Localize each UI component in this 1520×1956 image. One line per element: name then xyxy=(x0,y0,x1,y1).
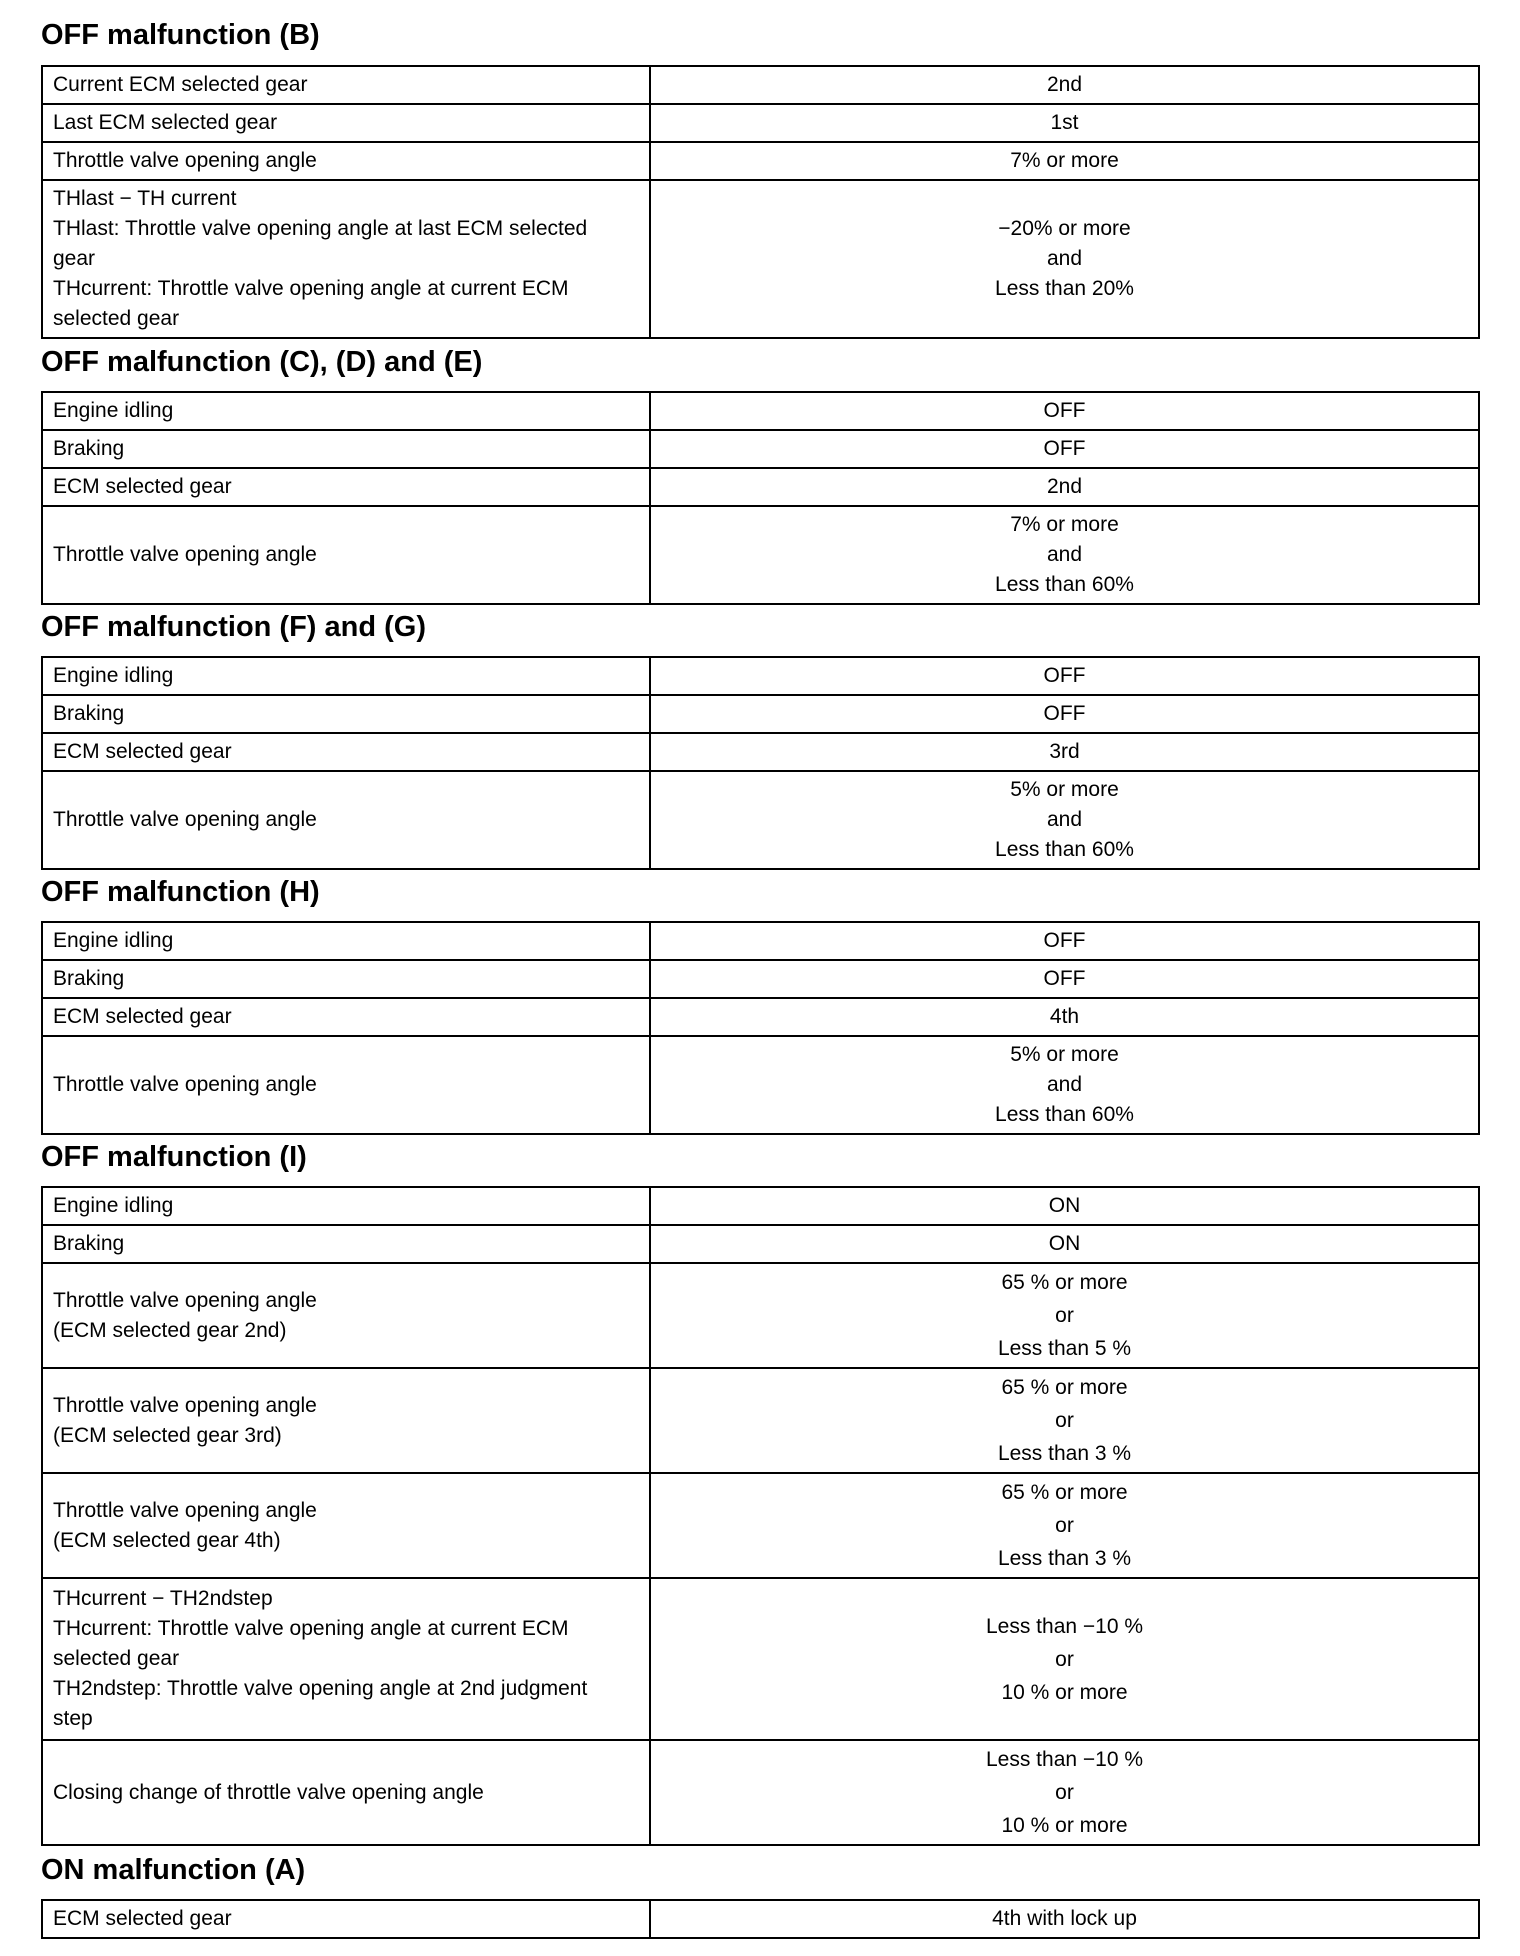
row-value-cell xyxy=(650,1225,1479,1263)
row-value: ON xyxy=(1048,1232,1081,1255)
row-label-cell xyxy=(42,1368,650,1473)
row-value-line: 65 % or more xyxy=(1001,1271,1128,1294)
table-row xyxy=(42,180,1479,338)
row-value-line: and xyxy=(1046,247,1083,270)
row-label: ECM selected gear xyxy=(53,740,232,763)
row-label-line: selected gear xyxy=(53,1647,180,1670)
table-row xyxy=(42,104,1479,142)
row-value-line: or xyxy=(1055,1514,1074,1537)
table-row xyxy=(42,468,1479,506)
condition-table-off-fg xyxy=(41,656,1480,870)
table-row xyxy=(42,392,1479,430)
row-value-cell xyxy=(650,1036,1479,1134)
row-value-cell xyxy=(650,657,1479,695)
row-value-cell xyxy=(650,180,1479,338)
row-label-line: selected gear xyxy=(53,307,180,330)
row-label-cell xyxy=(42,998,650,1036)
row-value-cell xyxy=(650,771,1479,869)
row-label-cell xyxy=(42,104,650,142)
row-value-line: and xyxy=(1046,1073,1083,1096)
table-row xyxy=(42,695,1479,733)
table-row xyxy=(42,1578,1479,1740)
row-value-cell xyxy=(650,468,1479,506)
table-row xyxy=(42,1900,1479,1938)
condition-table-off-h xyxy=(41,921,1480,1135)
row-value: OFF xyxy=(1043,967,1086,990)
row-value-cell xyxy=(650,733,1479,771)
row-value: 3rd xyxy=(1049,740,1080,763)
row-label-cell xyxy=(42,180,650,338)
row-value: OFF xyxy=(1043,437,1086,460)
row-label-line: Throttle valve opening angle xyxy=(53,1288,317,1312)
row-label: Engine idling xyxy=(53,664,174,687)
row-value-line: and xyxy=(1046,808,1083,831)
row-value-cell xyxy=(650,695,1479,733)
row-label: ECM selected gear xyxy=(53,1005,232,1028)
row-value: 4th xyxy=(1049,1005,1080,1028)
row-value-cell xyxy=(650,922,1479,960)
row-label-cell xyxy=(42,1187,650,1225)
row-label-line: THlast − TH current xyxy=(53,187,237,210)
table-row xyxy=(42,733,1479,771)
table-row xyxy=(42,998,1479,1036)
row-label-cell xyxy=(42,468,650,506)
row-value-cell xyxy=(650,1740,1479,1845)
table-row xyxy=(42,657,1479,695)
row-label: Braking xyxy=(53,437,125,460)
row-value: OFF xyxy=(1043,399,1086,422)
row-value-line: Less than 60% xyxy=(995,1103,1134,1126)
row-value-cell xyxy=(650,506,1479,604)
row-label: Throttle valve opening angle xyxy=(53,808,317,831)
row-label-cell xyxy=(42,430,650,468)
table-row xyxy=(42,506,1479,604)
row-label-cell xyxy=(42,1036,650,1134)
row-label-cell xyxy=(42,142,650,180)
condition-table-on-a xyxy=(41,1899,1480,1939)
row-value-line: or xyxy=(1055,1647,1074,1671)
row-value-line: and xyxy=(1046,543,1083,566)
row-label-line: THcurrent: Throttle valve opening angle at current ECM xyxy=(53,1617,569,1640)
row-label: ECM selected gear xyxy=(53,475,232,498)
row-label-cell xyxy=(42,1578,650,1740)
row-label: Closing change of throttle valve opening angle xyxy=(53,1780,484,1804)
row-label-cell xyxy=(42,506,650,604)
table-row xyxy=(42,1740,1479,1845)
row-value-line: −20% or more xyxy=(998,217,1131,240)
row-label-line: THcurrent: Throttle valve opening angle at current ECM xyxy=(53,277,569,300)
row-label: Braking xyxy=(53,1232,125,1255)
row-value-line: 5% or more xyxy=(1010,778,1119,801)
row-label: Throttle valve opening angle xyxy=(53,1073,317,1096)
table-row xyxy=(42,771,1479,869)
section-title-off-cde: OFF malfunction (C), (D) and (E) xyxy=(41,346,483,378)
row-label: Engine idling xyxy=(53,1194,174,1217)
section-title-off-fg: OFF malfunction (F) and (G) xyxy=(41,611,427,643)
row-value-cell xyxy=(650,1187,1479,1225)
row-value-line: Less than 3 % xyxy=(997,1547,1132,1570)
row-value-line: or xyxy=(1055,1781,1074,1804)
row-label-cell xyxy=(42,1225,650,1263)
table-row xyxy=(42,430,1479,468)
row-value: OFF xyxy=(1043,702,1086,725)
row-value-line: or xyxy=(1055,1409,1074,1432)
row-label-line: Throttle valve opening angle xyxy=(53,1498,317,1522)
table-row xyxy=(42,1036,1479,1134)
row-value-cell xyxy=(650,960,1479,998)
row-value-cell xyxy=(650,104,1479,142)
row-label: Throttle valve opening angle xyxy=(53,149,317,172)
row-value: 4th with lock up xyxy=(992,1907,1137,1930)
row-value-line: 65 % or more xyxy=(1001,1481,1128,1504)
row-label: Current ECM selected gear xyxy=(53,73,308,96)
row-label-cell xyxy=(42,1740,650,1845)
table-row xyxy=(42,922,1479,960)
row-value-line: Less than −10 % xyxy=(985,1614,1144,1638)
table-row xyxy=(42,66,1479,104)
table-row xyxy=(42,142,1479,180)
row-label-cell xyxy=(42,771,650,869)
row-value-line: Less than 3 % xyxy=(997,1442,1132,1465)
row-value-line: 10 % or more xyxy=(1001,1680,1128,1704)
row-value-line: Less than 20% xyxy=(995,277,1134,300)
row-value-line: Less than 60% xyxy=(995,838,1134,861)
row-value-cell xyxy=(650,1473,1479,1578)
section-title-off-h: OFF malfunction (H) xyxy=(41,876,320,908)
row-label-cell xyxy=(42,66,650,104)
row-value: OFF xyxy=(1043,929,1086,952)
row-value-cell xyxy=(650,430,1479,468)
row-label-line: step xyxy=(53,1707,93,1730)
row-value: ON xyxy=(1048,1194,1081,1217)
condition-table-off-b xyxy=(41,65,1480,339)
row-label-line: (ECM selected gear 3rd) xyxy=(53,1423,282,1447)
row-label-cell xyxy=(42,657,650,695)
section-title-off-b: OFF malfunction (B) xyxy=(41,19,320,51)
row-value-cell xyxy=(650,1368,1479,1473)
row-value: OFF xyxy=(1043,664,1086,687)
row-value-line: Less than 5 % xyxy=(997,1337,1132,1360)
row-label-line: THlast: Throttle valve opening angle at last ECM selected xyxy=(53,217,588,240)
table-row xyxy=(42,1225,1479,1263)
row-value: 7% or more xyxy=(1010,149,1119,172)
row-value-line: 10 % or more xyxy=(1001,1814,1128,1837)
row-value-cell xyxy=(650,1578,1479,1740)
row-label-cell xyxy=(42,960,650,998)
row-label-line: THcurrent − TH2ndstep xyxy=(53,1587,273,1610)
row-label-cell xyxy=(42,922,650,960)
row-label-cell xyxy=(42,695,650,733)
table-row xyxy=(42,1368,1479,1473)
row-value-cell xyxy=(650,1263,1479,1368)
row-value-line: 65 % or more xyxy=(1001,1376,1128,1399)
row-label: Engine idling xyxy=(53,929,174,952)
row-label-cell xyxy=(42,1263,650,1368)
row-label-line: gear xyxy=(53,247,96,270)
row-label: Throttle valve opening angle xyxy=(53,543,317,566)
table-row xyxy=(42,1187,1479,1225)
row-label-line: TH2ndstep: Throttle valve opening angle at 2nd judgment xyxy=(53,1677,588,1700)
row-label-cell xyxy=(42,733,650,771)
row-label-line: (ECM selected gear 2nd) xyxy=(53,1318,287,1342)
row-label: Braking xyxy=(53,702,125,725)
row-value-line: Less than 60% xyxy=(995,573,1134,596)
row-label-cell xyxy=(42,1473,650,1578)
row-label-line: (ECM selected gear 4th) xyxy=(53,1528,281,1552)
row-label: Braking xyxy=(53,967,125,990)
table-row xyxy=(42,1473,1479,1578)
condition-table-off-i xyxy=(41,1186,1480,1846)
row-value: 2nd xyxy=(1046,475,1083,498)
condition-table-off-cde xyxy=(41,391,1480,605)
section-title-on-a: ON malfunction (A) xyxy=(41,1854,306,1886)
row-value-cell xyxy=(650,66,1479,104)
table-row xyxy=(42,1263,1479,1368)
row-label-cell xyxy=(42,1900,650,1938)
row-value-line: or xyxy=(1055,1304,1074,1327)
row-value-cell xyxy=(650,1900,1479,1938)
row-value-cell xyxy=(650,998,1479,1036)
row-label: ECM selected gear xyxy=(53,1907,232,1930)
row-label: Last ECM selected gear xyxy=(53,111,278,134)
row-value-line: 7% or more xyxy=(1010,513,1119,536)
table-row xyxy=(42,960,1479,998)
row-value: 2nd xyxy=(1046,73,1083,96)
row-value-cell xyxy=(650,142,1479,180)
row-label: Engine idling xyxy=(53,399,174,422)
row-value-line: 5% or more xyxy=(1010,1043,1119,1066)
row-value: 1st xyxy=(1050,111,1079,134)
row-label-line: Throttle valve opening angle xyxy=(53,1393,317,1417)
row-label-cell xyxy=(42,392,650,430)
row-value-cell xyxy=(650,392,1479,430)
row-value-line: Less than −10 % xyxy=(985,1748,1144,1771)
section-title-off-i: OFF malfunction (I) xyxy=(41,1141,307,1173)
